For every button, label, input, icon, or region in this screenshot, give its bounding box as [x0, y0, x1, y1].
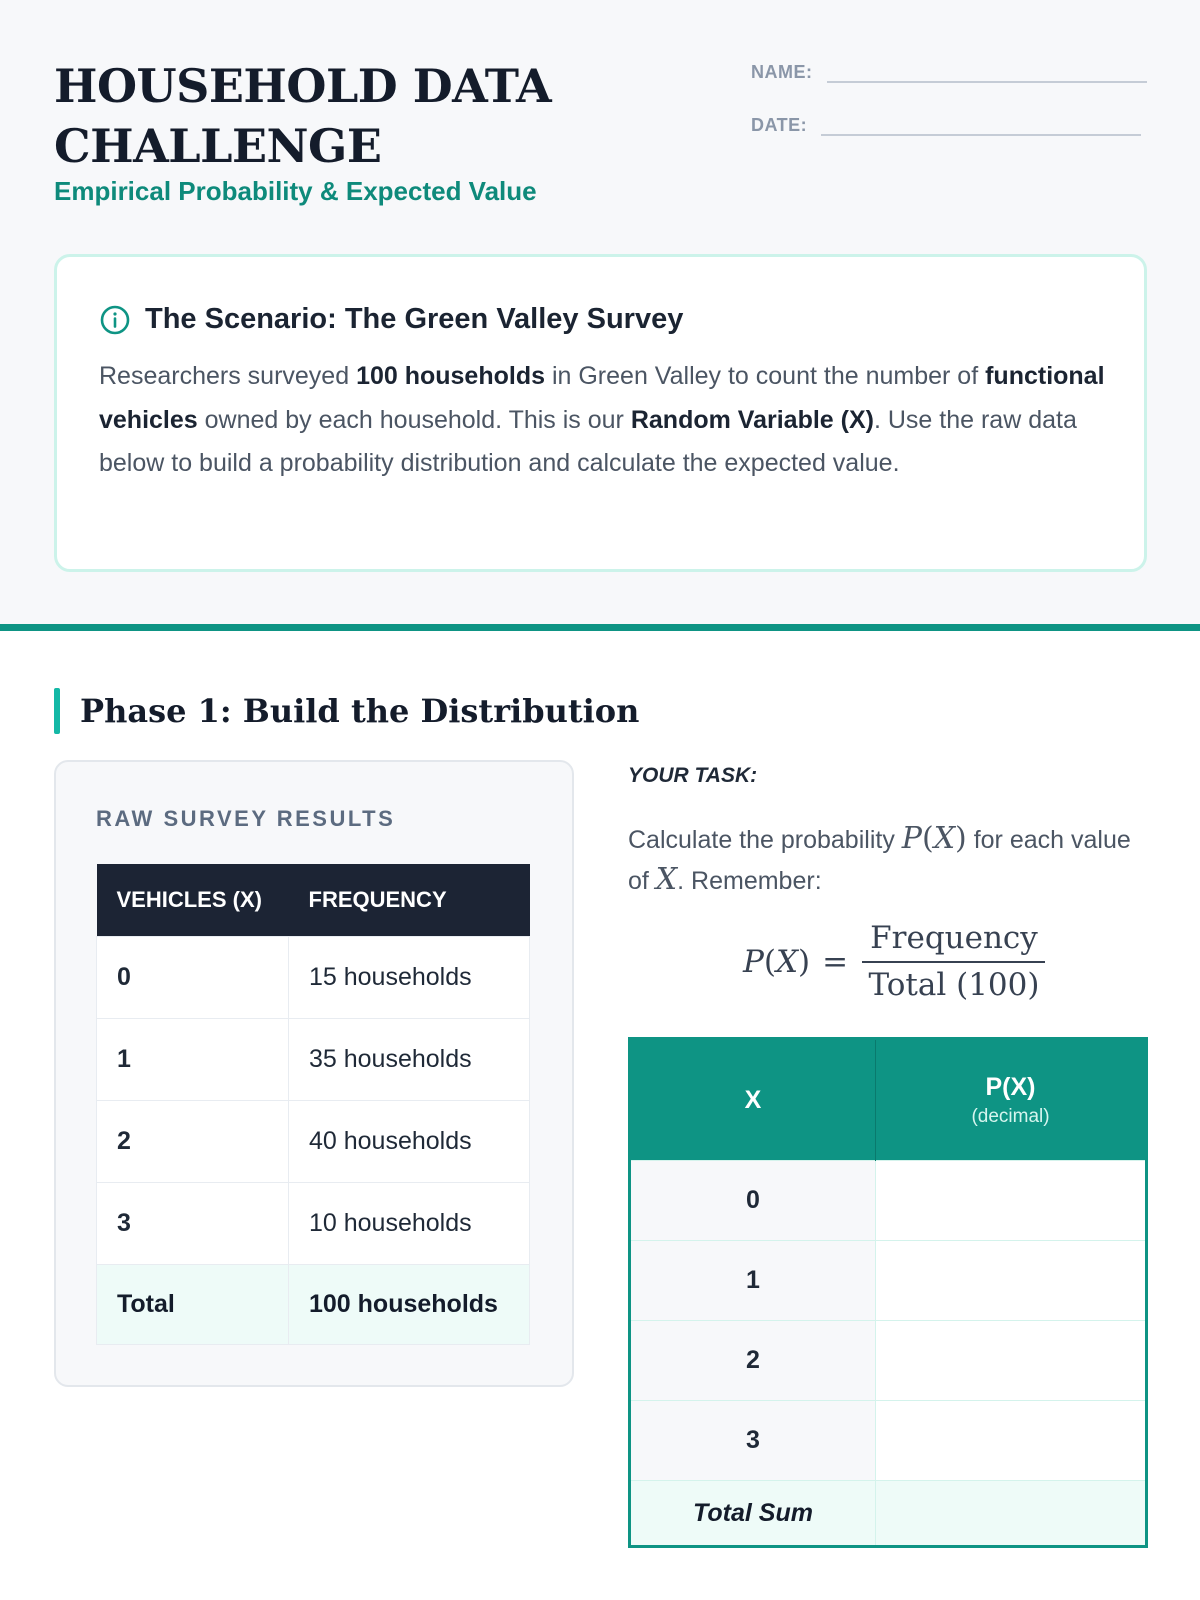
- date-blank[interactable]: [821, 116, 1141, 136]
- scenario-text: Researchers surveyed 100 households in Green Valley to count the number of functional vehicles owned by each household. This is our Random Variable (X). Use the raw data below to build a probability distribution and calculate the expected value.: [99, 362, 1105, 477]
- total-sum-label: Total Sum: [630, 1481, 876, 1547]
- x-value-cell: 0: [630, 1161, 876, 1241]
- date-field: [751, 115, 1141, 136]
- table-row: [97, 1182, 530, 1264]
- x-value-cell: 2: [630, 1321, 876, 1401]
- frequency-cell: 10 households: [289, 1182, 530, 1264]
- scenario-header: [99, 303, 683, 336]
- total-sum-row: [630, 1481, 1147, 1547]
- column-header-vehicles: VEHICLES (X): [97, 864, 289, 936]
- raw-results-table: [96, 864, 530, 1345]
- name-label: NAME:: [751, 62, 813, 82]
- table-row: [630, 1161, 1147, 1241]
- formula-denominator: Total (100): [862, 961, 1045, 1003]
- px-header-label: P(X): [985, 1072, 1036, 1101]
- task-instructions: Calculate the probability P(X) for each value of X. Remember:: [628, 821, 1131, 897]
- raw-results-label: RAW SURVEY RESULTS: [96, 806, 396, 831]
- scenario-title: The Scenario: The Green Valley Survey: [145, 303, 684, 335]
- vehicles-cell: 2: [97, 1100, 289, 1182]
- total-frequency-cell: 100 households: [289, 1264, 530, 1344]
- vehicles-cell: 3: [97, 1182, 289, 1264]
- phase-1-title: Phase 1: Build the Distribution: [80, 692, 640, 730]
- probability-formula: [743, 920, 1048, 1003]
- column-header-x: X: [630, 1039, 876, 1161]
- frequency-cell: 35 households: [289, 1018, 530, 1100]
- phase-accent-bar: [54, 688, 60, 734]
- column-header-frequency: FREQUENCY: [289, 864, 530, 936]
- page-title: HOUSEHOLD DATA CHALLENGE: [54, 59, 552, 173]
- formula-lhs: P(X): [743, 943, 811, 980]
- x-value-cell: 3: [630, 1401, 876, 1481]
- px-header-sublabel: (decimal): [971, 1105, 1050, 1127]
- column-header-px: [876, 1039, 1147, 1161]
- vehicles-cell: 1: [97, 1018, 289, 1100]
- total-sum-blank[interactable]: [876, 1481, 1147, 1547]
- answer-header-row: [630, 1039, 1147, 1161]
- name-field: [751, 62, 1147, 83]
- formula-fraction: [860, 920, 1048, 1003]
- px-answer-blank[interactable]: [876, 1401, 1147, 1481]
- total-row: [97, 1264, 530, 1344]
- page-subtitle: Empirical Probability & Expected Value: [54, 176, 537, 206]
- vehicles-cell: 0: [97, 936, 289, 1018]
- px-answer-blank[interactable]: [876, 1161, 1147, 1241]
- formula-equals: =: [822, 943, 849, 980]
- info-icon: [99, 304, 131, 336]
- table-header-row: [97, 864, 530, 936]
- table-row: [97, 1018, 530, 1100]
- table-row: [630, 1401, 1147, 1481]
- raw-results-card: [54, 760, 574, 1387]
- table-row: [630, 1241, 1147, 1321]
- name-blank[interactable]: [827, 63, 1147, 83]
- table-row: [97, 936, 530, 1018]
- x-value-cell: 1: [630, 1241, 876, 1321]
- frequency-cell: 40 households: [289, 1100, 530, 1182]
- task-label: YOUR TASK:: [628, 764, 758, 787]
- total-label-cell: Total: [97, 1264, 289, 1344]
- table-row: [97, 1100, 530, 1182]
- table-row: [630, 1321, 1147, 1401]
- frequency-cell: 15 households: [289, 936, 530, 1018]
- formula-numerator: Frequency: [870, 920, 1038, 956]
- px-answer-blank[interactable]: [876, 1241, 1147, 1321]
- date-label: DATE:: [751, 115, 808, 135]
- px-answer-blank[interactable]: [876, 1321, 1147, 1401]
- probability-answer-table: [628, 1037, 1148, 1548]
- scenario-card: [54, 254, 1147, 572]
